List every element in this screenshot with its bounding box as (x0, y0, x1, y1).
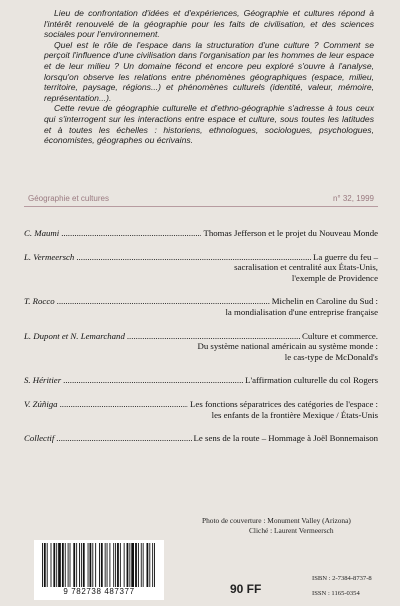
barcode-bar (120, 543, 121, 587)
barcode-bar (62, 543, 64, 587)
barcode-digits: 9 782738 487377 (34, 587, 164, 596)
toc-author: S. Héritier (24, 375, 62, 386)
barcode-bar (68, 543, 69, 587)
toc-leader (76, 252, 311, 263)
barcode-bar (90, 543, 92, 587)
barcode-bar (92, 543, 93, 587)
toc-title: Le sens de la route – Hommage à Joël Bonnemaison (193, 433, 378, 444)
barcode-bar (143, 543, 144, 587)
photo-caption: Photo de couverture : Monument Valley (Arizona) (202, 516, 351, 525)
barcode-bar (127, 543, 129, 587)
toc-author: C. Maumi (24, 228, 60, 238)
toc-leader (61, 228, 201, 239)
toc-leader (127, 331, 300, 342)
barcode-bar (47, 543, 48, 587)
barcode-bar (42, 543, 43, 587)
barcode-bar (79, 543, 80, 587)
toc-title: Les fonctions séparatrices des catégories de l'espace : (190, 398, 378, 409)
barcode-bar (51, 543, 52, 587)
barcode-bar (99, 543, 100, 587)
barcode-bar (147, 543, 149, 587)
toc-author: L. Vermeersch (24, 251, 75, 262)
barcode-bar (131, 543, 134, 587)
barcode-bar (113, 543, 114, 587)
toc-leader (56, 433, 191, 444)
barcode-bar (109, 543, 110, 587)
barcode-bar (135, 543, 137, 587)
barcode-bar (83, 543, 85, 587)
barcode-bar (65, 543, 66, 587)
toc-title-continued: le cas-type de McDonald's (284, 351, 378, 362)
toc-entry (24, 433, 378, 444)
toc-author: L. Dupont et N. Lemarchand (24, 330, 125, 341)
table-of-contents (24, 228, 378, 457)
barcode-bar (44, 543, 46, 587)
toc-leader (57, 296, 270, 307)
toc-author: T. Rocco (24, 296, 55, 307)
toc-title-continued: les enfants de la frontière Mexique / États-Unis (211, 409, 378, 420)
toc-title: Michelin en Caroline du Sud : (271, 296, 378, 307)
toc-entry (24, 331, 378, 363)
toc-title-continued: l'exemple de Providence (291, 272, 378, 283)
barcode (34, 540, 164, 600)
barcode-bar (58, 543, 61, 587)
toc-title: La guerre du feu – (313, 251, 378, 262)
isbn-number: ISBN : 2-7384-8737-8 (312, 575, 372, 582)
barcode-bar (115, 543, 116, 587)
toc-author: Collectif (24, 433, 55, 444)
toc-title-continued: la mondialisation d'une entreprise française (225, 306, 378, 317)
toc-title-continued: sacralisation et centralité aux États-Unis, (234, 262, 378, 273)
issue-header (24, 194, 378, 206)
barcode-bar (107, 543, 108, 587)
barcode-bar (81, 543, 82, 587)
barcode-bar (105, 543, 106, 587)
barcode-bars (34, 540, 164, 590)
barcode-bar (53, 543, 55, 587)
toc-entry (24, 252, 378, 284)
issue-number: n° 32, 1999 (332, 194, 374, 203)
barcode-bar (154, 543, 155, 587)
intro-text (44, 8, 374, 146)
barcode-bar (117, 543, 119, 587)
intro-paragraph-3: Cette revue de géographie culturelle et d'ethno-géographie s'adresse à tous ceux qui s'interrogent sur les interactions entre espace et culture, sous toutes les latitudes et à toutes les échelles : historiens, ethnologues, sociologues, psychologues, économistes, géographes ou écrivains. (44, 103, 374, 146)
toc-title: Culture et commerce. (302, 330, 378, 341)
toc-title-continued: Du système national américain au système monde : (197, 341, 378, 352)
barcode-bar (95, 543, 96, 587)
barcode-bar (129, 543, 130, 587)
barcode-bar (138, 543, 139, 587)
barcode-bar (73, 543, 75, 587)
toc-entry (24, 375, 378, 386)
toc-title: Thomas Jefferson et le projet du Nouveau Monde (203, 228, 378, 238)
barcode-bar (76, 543, 77, 587)
toc-leader (63, 375, 243, 386)
toc-author: V. Zúñiga (24, 398, 58, 409)
barcode-bar (152, 543, 153, 587)
identifiers (312, 571, 372, 601)
journal-name: Géographie et cultures (28, 194, 109, 203)
photo-photographer: Cliché : Laurent Vermeersch (249, 525, 334, 535)
header-rule (24, 206, 378, 207)
price: 90 FF (230, 582, 262, 596)
intro-paragraph-1: Lieu de confrontation d'idées et d'expériences, Géographie et cultures répond à l'intérêt renouvelé de la géographie pour les faits de civilisation, et des sciences sociales pour l'environnement. (44, 8, 374, 40)
barcode-bar (141, 543, 142, 587)
barcode-bar (70, 543, 71, 587)
barcode-bar (88, 543, 89, 587)
toc-entry (24, 399, 378, 420)
toc-leader (60, 399, 188, 410)
barcode-bar (124, 543, 125, 587)
barcode-bar (149, 543, 150, 587)
toc-entry (24, 296, 378, 317)
toc-entry (24, 228, 378, 239)
barcode-bar (56, 543, 57, 587)
toc-title: L'affirmation culturelle du col Rogers (245, 375, 378, 386)
issn-number: ISSN : 1165-0354 (312, 590, 360, 597)
photo-credit (202, 516, 351, 535)
intro-paragraph-2: Quel est le rôle de l'espace dans la structuration d'une culture ? Comment se perçoit l'influence d'une civilisation dans l'organisation par les hommes de leur espace et de leur milieu ? Un domaine fécond et encore peu exploré s'ouvre à l'analyse, lorsqu'on observe les relations entre phénomènes géographiques (espace, milieu, territoire, paysage, régions...) et phénomènes culturels (identité, valeur, mémoire, représentation...). (44, 39, 374, 103)
barcode-bar (101, 543, 103, 587)
